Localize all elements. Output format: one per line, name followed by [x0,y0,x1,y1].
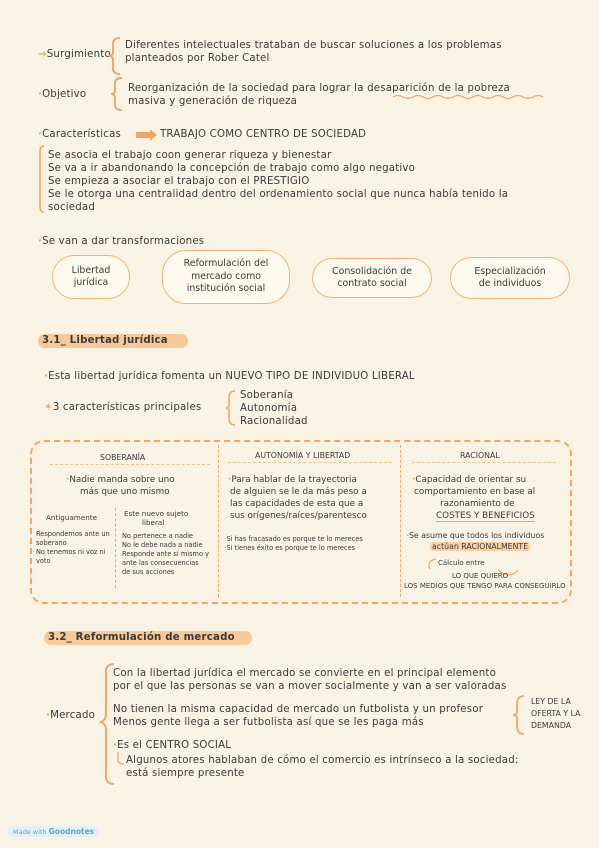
bubble-libertad: Libertad jurídica [52,255,130,299]
section31-title: 3.1_ Libertad jurídica [42,335,168,346]
mercado-p1-2: por el que las personas se van a mover socialmente y van a ser valoradas [113,681,507,692]
autonomia-lead-3: las capacidades de esta que a [230,499,364,509]
bubble-contrato: Consolidación de contrato social [312,258,432,298]
racional-lead-4: COSTES Y BENEFICIOS [436,511,535,521]
mercado-p2-1: No tienen la misma capacidad de mercado un futbolista y un profesor [113,704,484,715]
tres-caracteristicas: ✶3 características principales [44,402,202,413]
caracteristicas-item-4: Se le otorga una centralidad dentro del ordenamiento social que nunca había tenido la [48,189,509,200]
nuevo-item-4: ante las consecuencias [122,559,199,567]
soberania-lead-2: más que uno mismo [80,487,170,497]
racional-lead-2: comportamiento en base al [414,487,536,497]
tres-brace [225,389,237,427]
autonomia-title: AUTONOMÍA Y LIBERTAD [255,451,351,460]
medios: LOS MEDIOS QUE TENGO PARA CONSEGUIRLO [404,582,566,590]
racional-item-1: ·Se asume que todos los individuos [406,531,545,540]
racional-item-2: actúan RACIONALMENTE [432,542,529,551]
racional-title: RACIONAL [460,451,500,460]
mercado-p1-1: Con la libertad jurídica el mercado se convierte en el principal elemento [113,668,497,679]
caracteristicas-bracket [38,144,46,214]
autonomia-item-2: ·Si tienes éxito es porque te lo mereces [224,544,356,552]
calculo-label: Cálculo entre [438,559,485,567]
soberania-header-line [50,464,210,465]
column-divider-2 [400,445,401,597]
autonomia-header-line [228,462,392,463]
mercado-p3: ·Es el CENTRO SOCIAL [113,740,232,751]
surgimiento-label: →Surgimiento [38,49,111,60]
nuevo-item-1: No pertenece a nadie [122,532,194,540]
surgimiento-line-2: planteados por Rober Catel [125,53,270,64]
autonomia-lead-4: sus orígenes/raíces/parentesco [230,511,367,521]
ant-item-1: Respondemos ante un [36,530,110,538]
list-racionalidad: Racionalidad [240,416,308,427]
ant-item-3: No tenemos ni voz ni [36,548,106,556]
section32-title: 3.2_ Reformulación de mercado [48,632,235,643]
objetivo-label: ·Objetivo [38,89,87,100]
soberania-title: SOBERANÍA [100,453,146,462]
nuevo-item-5: de sus acciones [122,568,175,576]
column-divider-1 [218,445,219,597]
objetivo-line-1: Reorganización de la sociedad para lograr la desaparición de la pobreza [128,83,510,94]
curved-arrow-icon [424,557,438,571]
mercado-label: ·Mercado [46,710,96,721]
bubble-mercado: Reformulación del mercado como institución social [162,250,290,304]
que-quiero: LO QUE QUIERO [452,572,509,580]
antiguamente-label: Antiguamente [46,513,98,522]
mercado-hook [116,752,126,766]
caracteristicas-item-2: Se va a ir abandonando la concepción de trabajo como algo negativo [48,163,416,174]
soberania-inner-divider [115,508,116,588]
nuevo-sujeto-2: liberal [142,518,165,527]
racional-header-line [412,462,556,463]
caracteristicas-label: ·Características [38,129,122,140]
surgimiento-brace [108,36,122,76]
ley-1: LEY DE LA [531,697,571,706]
mercado-p4-2: está siempre presente [126,768,245,779]
objetivo-squiggle [393,94,545,100]
list-autonomia: Autonomía [240,403,298,414]
nuevo-item-3: Responde ante sí mismo y [122,550,209,558]
ant-item-2: soberano [36,539,67,547]
objetivo-brace [110,76,124,112]
caracteristicas-item-3: Se empieza a asociar el trabajo con el PRESTIGIO [48,176,310,187]
ley-brace [512,694,526,736]
nuevo-item-2: No le debe nada a nadie [122,541,203,549]
objetivo-line-2: masiva y generación de riqueza [128,96,298,107]
goodnotes-badge[interactable]: Made with Goodnotes [8,826,99,837]
list-soberania: Soberanía [240,390,294,401]
section31-line1: ·Esta libertad jurídica fomenta un NUEVO TIPO DE INDIVIDUO LIBERAL [44,371,415,382]
autonomia-lead-2: de alguien se le da más peso a [230,487,367,497]
ley-2: OFERTA Y LA [531,709,581,718]
nuevo-sujeto-1: Este nuevo sujeto [124,509,189,518]
ley-3: DEMANDA [531,721,572,730]
caracteristicas-arrow-text: TRABAJO COMO CENTRO DE SOCIEDAD [160,129,367,140]
mercado-p4-1: Algunos atores hablaban de cómo el comercio es intrínseco a la sociedad: [126,755,519,766]
ant-item-4: voto [36,557,51,565]
arrow-icon [136,129,158,141]
racional-lead-3: razonamiento de [440,499,515,509]
autonomia-item-1: ·Si has fracasado es porque te lo mereces [224,535,363,543]
caracteristicas-item-1: Se asocia el trabajo coon generar riqueza y bienestar [48,150,332,161]
autonomia-lead-1: ·Para hablar de la trayectoria [228,475,357,485]
mercado-p2-2: Menos gente llega a ser futbolista así que se les paga más [113,717,424,728]
caracteristicas-item-5: sociedad [48,202,96,213]
soberania-lead-1: ·Nadie manda sobre uno [66,475,175,485]
racional-lead-1: ·Capacidad de orientar su [412,475,527,485]
transformaciones-label: ·Se van a dar transformaciones [38,236,205,247]
bubble-especializacion: Especialización de individuos [450,257,570,299]
surgimiento-line-1: Diferentes intelectuales trataban de buscar soluciones a los problemas [125,40,502,51]
